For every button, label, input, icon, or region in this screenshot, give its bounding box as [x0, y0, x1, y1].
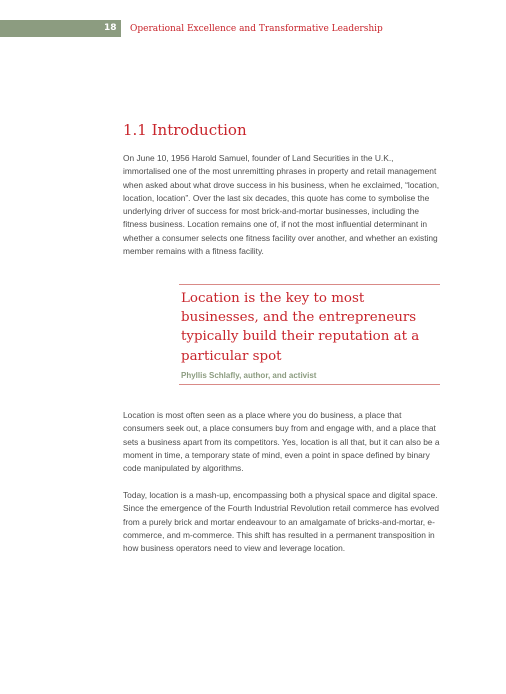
body-paragraph-3: Today, location is a mash-up, encompassing both a physical space and digital space. Since the emergence of the Fourth Industrial Revolution retail commerce has evolved from a purely brick and mortar endeavour to an amalgamate of bricks-and-mortar, e-commerce, and m-commerce. This shift has resulted in a permanent transposition in how business operators need to view and leverage location. [123, 490, 440, 554]
page-number-tab [0, 20, 121, 37]
page-number: 18 [104, 23, 117, 33]
running-header-title: Operational Excellence and Transformative Leadership [130, 24, 383, 34]
pull-quote-top-rule [179, 284, 440, 285]
section-heading: 1.1 Introduction [123, 121, 247, 139]
body-paragraph-1: On June 10, 1956 Harold Samuel, founder of Land Securities in the U.K., immortalised one of the most unremitting phrases in property and retail management when asked about what drove success in his business, when he exclaimed, “location, location, location”. Over the last six decades, this quote has come to symbolise the underlying driver of success for most brick-and-mortar businesses, including the fitness business. Location remains one of, if not the most influential determinant in whether a consumer selects one fitness facility over another, and whether an existing member remains with a fitness facility. [123, 153, 440, 257]
pull-quote-text: Location is the key to most businesses, and the entrepreneurs typically build their reputation at a particular spot [181, 291, 420, 364]
pull-quote-attribution: Phyllis Schlafly, author, and activist [181, 371, 317, 380]
pull-quote-bottom-rule [179, 384, 440, 385]
body-paragraph-2: Location is most often seen as a place where you do business, a place that consumers seek out, a place consumers buy from and engage with, and a place that sets a business apart from its competitors. Yes, location is all that, but it can also be a moment in time, a temporary state of mind, even a point in space defined by binary code manipulated by algorithms. [123, 410, 440, 474]
